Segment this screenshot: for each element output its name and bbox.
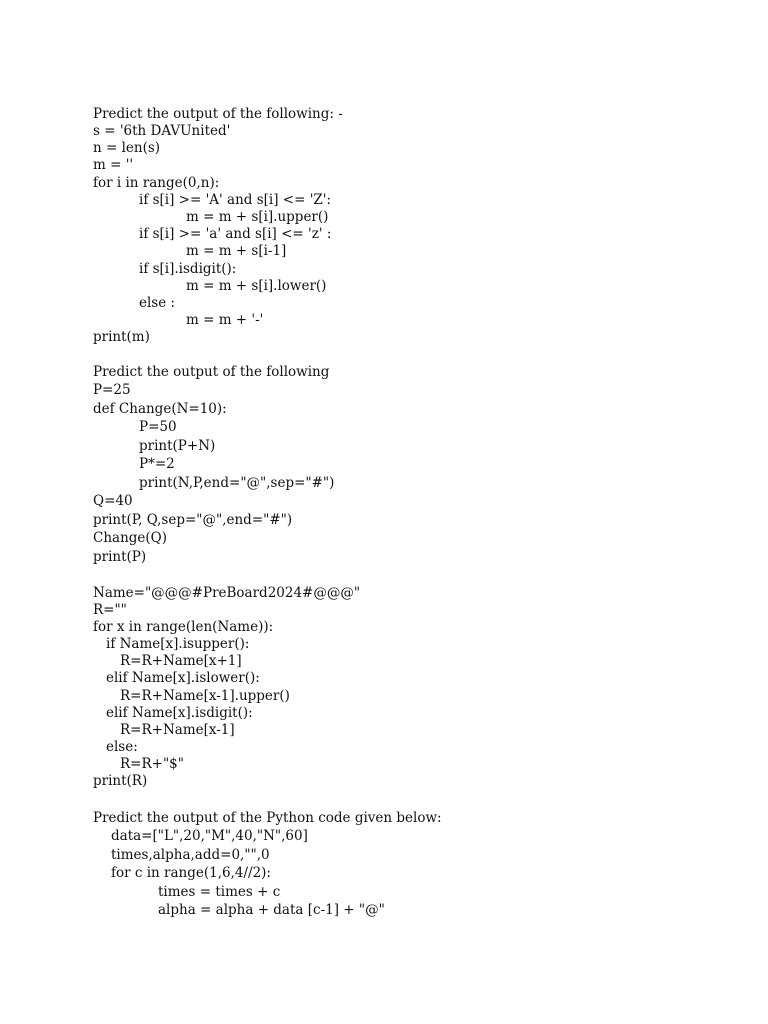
code-line: for i in range(0,n): (93, 175, 220, 191)
code-line: data=["L",20,"M",40,"N",60] (111, 828, 308, 844)
q4-prompt: Predict the output of the Python code given below: (93, 810, 442, 826)
code-line: s = '6th DAVUnited' (93, 123, 231, 139)
code-line: print(N,P,end="@",sep="#") (139, 475, 335, 491)
code-line: times,alpha,add=0,"",0 (111, 847, 270, 863)
code-line: m = '' (93, 157, 134, 173)
code-line: P*=2 (139, 456, 175, 472)
q2-prompt: Predict the output of the following (93, 364, 330, 380)
code-line: Q=40 (93, 493, 133, 509)
code-line: if s[i].isdigit(): (139, 261, 237, 277)
code-line: R=R+Name[x-1].upper() (120, 688, 290, 704)
code-line: P=25 (93, 382, 131, 398)
code-line: m = m + s[i-1] (186, 243, 287, 259)
code-line: print(P) (93, 549, 147, 565)
code-line: Change(Q) (93, 530, 167, 546)
code-line: R=R+"$" (120, 756, 184, 772)
code-line: R=R+Name[x-1] (120, 722, 235, 738)
code-line: for c in range(1,6,4//2): (111, 865, 271, 881)
code-line: R="" (93, 602, 127, 618)
code-line: print(P+N) (139, 438, 216, 454)
code-line: m = m + s[i].lower() (186, 278, 327, 294)
code-line: n = len(s) (93, 140, 161, 156)
code-line: if s[i] >= 'A' and s[i] <= 'Z': (139, 192, 332, 208)
code-line: for x in range(len(Name)): (93, 619, 274, 635)
code-line: m = m + '-' (186, 312, 264, 328)
code-line: m = m + s[i].upper() (186, 209, 329, 225)
code-line: if Name[x].isupper(): (106, 636, 250, 652)
code-line: R=R+Name[x+1] (120, 653, 242, 669)
q1-prompt: Predict the output of the following: - (93, 106, 343, 122)
code-line: Name="@@@#PreBoard2024#@@@" (93, 585, 361, 601)
code-line: else : (139, 295, 176, 311)
code-line: P=50 (139, 419, 177, 435)
code-line: def Change(N=10): (93, 401, 227, 417)
code-line: print(m) (93, 329, 150, 345)
code-line: elif Name[x].isdigit(): (106, 705, 253, 721)
code-line: print(R) (93, 773, 148, 789)
code-line: elif Name[x].islower(): (106, 670, 260, 686)
code-line: print(P, Q,sep="@",end="#") (93, 512, 293, 528)
code-line: else: (106, 739, 138, 755)
code-line: times = times + c (158, 884, 281, 900)
code-line: alpha = alpha + data [c-1] + "@" (158, 902, 385, 918)
code-line: if s[i] >= 'a' and s[i] <= 'z' : (139, 226, 332, 242)
